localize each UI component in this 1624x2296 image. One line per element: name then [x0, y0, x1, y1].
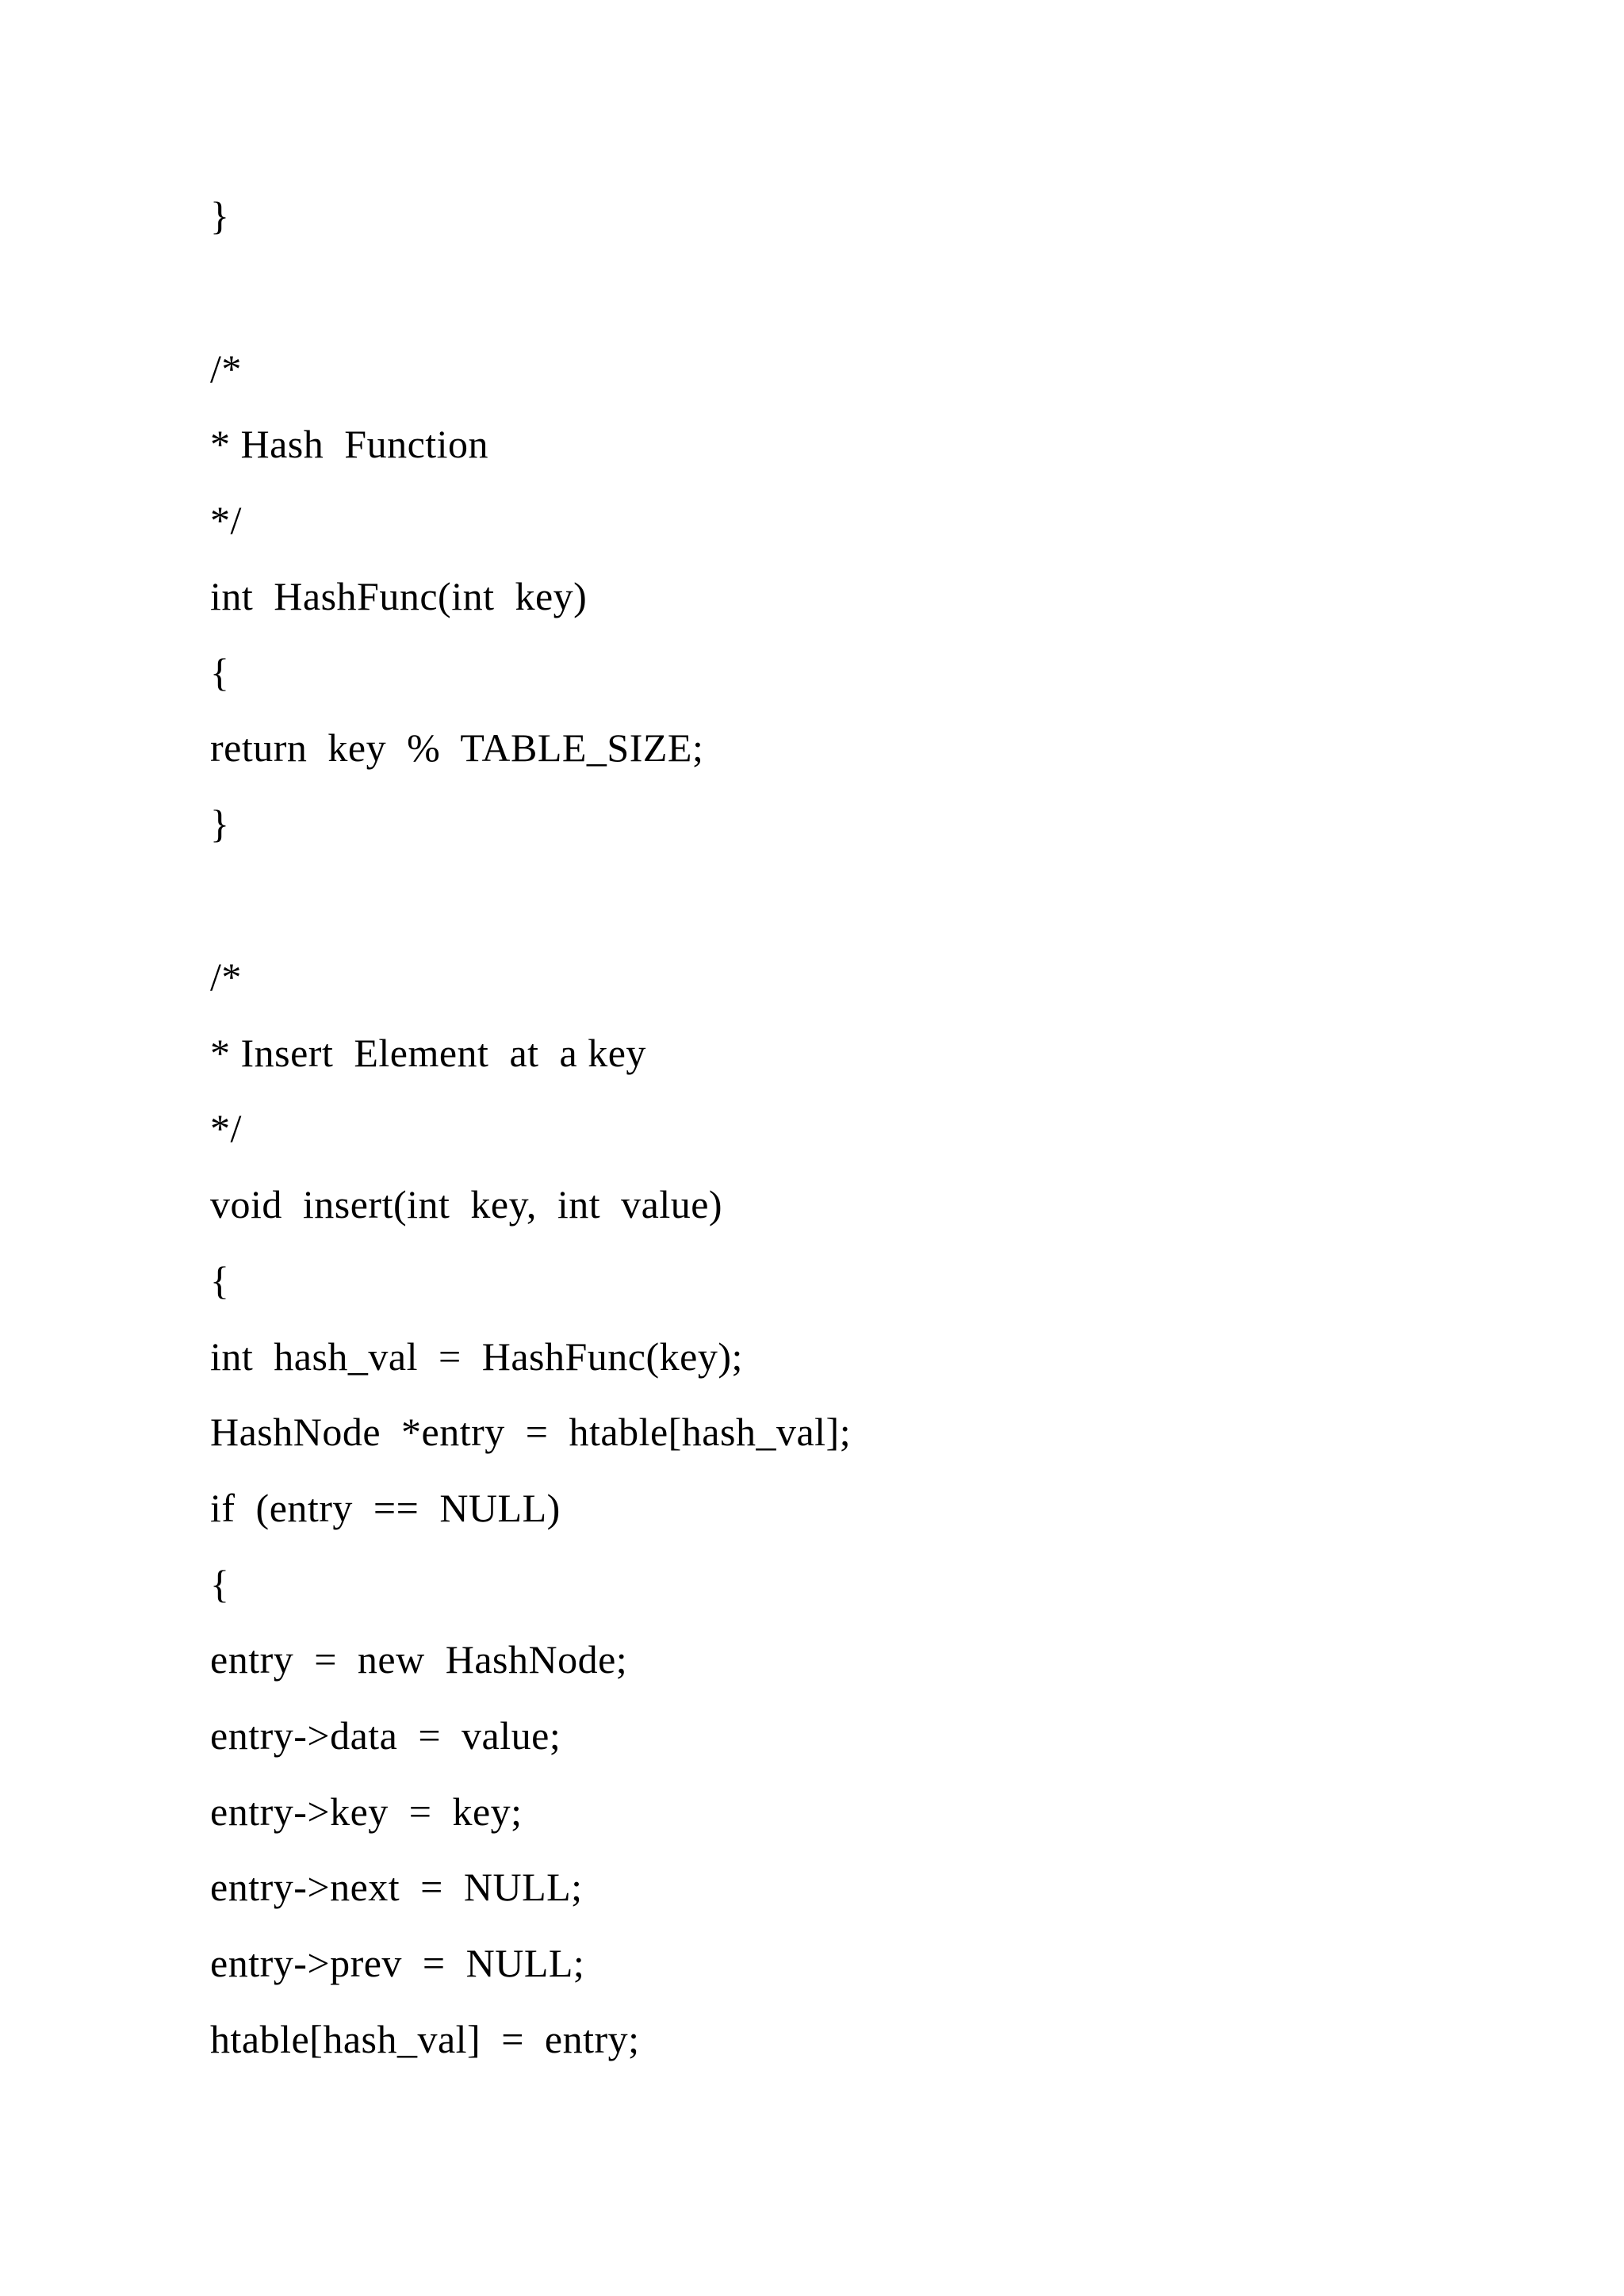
code-line: entry->prev = NULL;: [210, 1941, 585, 1985]
code-line: HashNode *entry = htable[hash_val];: [210, 1410, 852, 1454]
code-line: {: [210, 650, 230, 695]
code-line: * Insert Element at a key: [210, 1031, 646, 1075]
code-line: entry = new HashNode;: [210, 1637, 628, 1682]
code-line: /*: [210, 346, 242, 391]
code-line: int hash_val = HashFunc(key);: [210, 1334, 743, 1379]
code-line: {: [210, 1562, 230, 1606]
code-line: entry->next = NULL;: [210, 1865, 583, 1909]
code-line: */: [210, 498, 242, 542]
code-line: */: [210, 1106, 242, 1150]
code-line: if (entry == NULL): [210, 1486, 561, 1530]
code-line: }: [210, 802, 230, 846]
code-line: * Hash Function: [210, 422, 489, 466]
code-line: int HashFunc(int key): [210, 574, 588, 618]
code-line: {: [210, 1258, 230, 1303]
code-line: entry->key = key;: [210, 1789, 523, 1834]
code-line: htable[hash_val] = entry;: [210, 2017, 640, 2061]
code-line: void insert(int key, int value): [210, 1182, 723, 1226]
code-line: entry->data = value;: [210, 1713, 561, 1758]
code-line: }: [210, 193, 230, 238]
code-line: /*: [210, 955, 242, 999]
code-line: return key % TABLE_SIZE;: [210, 725, 704, 770]
